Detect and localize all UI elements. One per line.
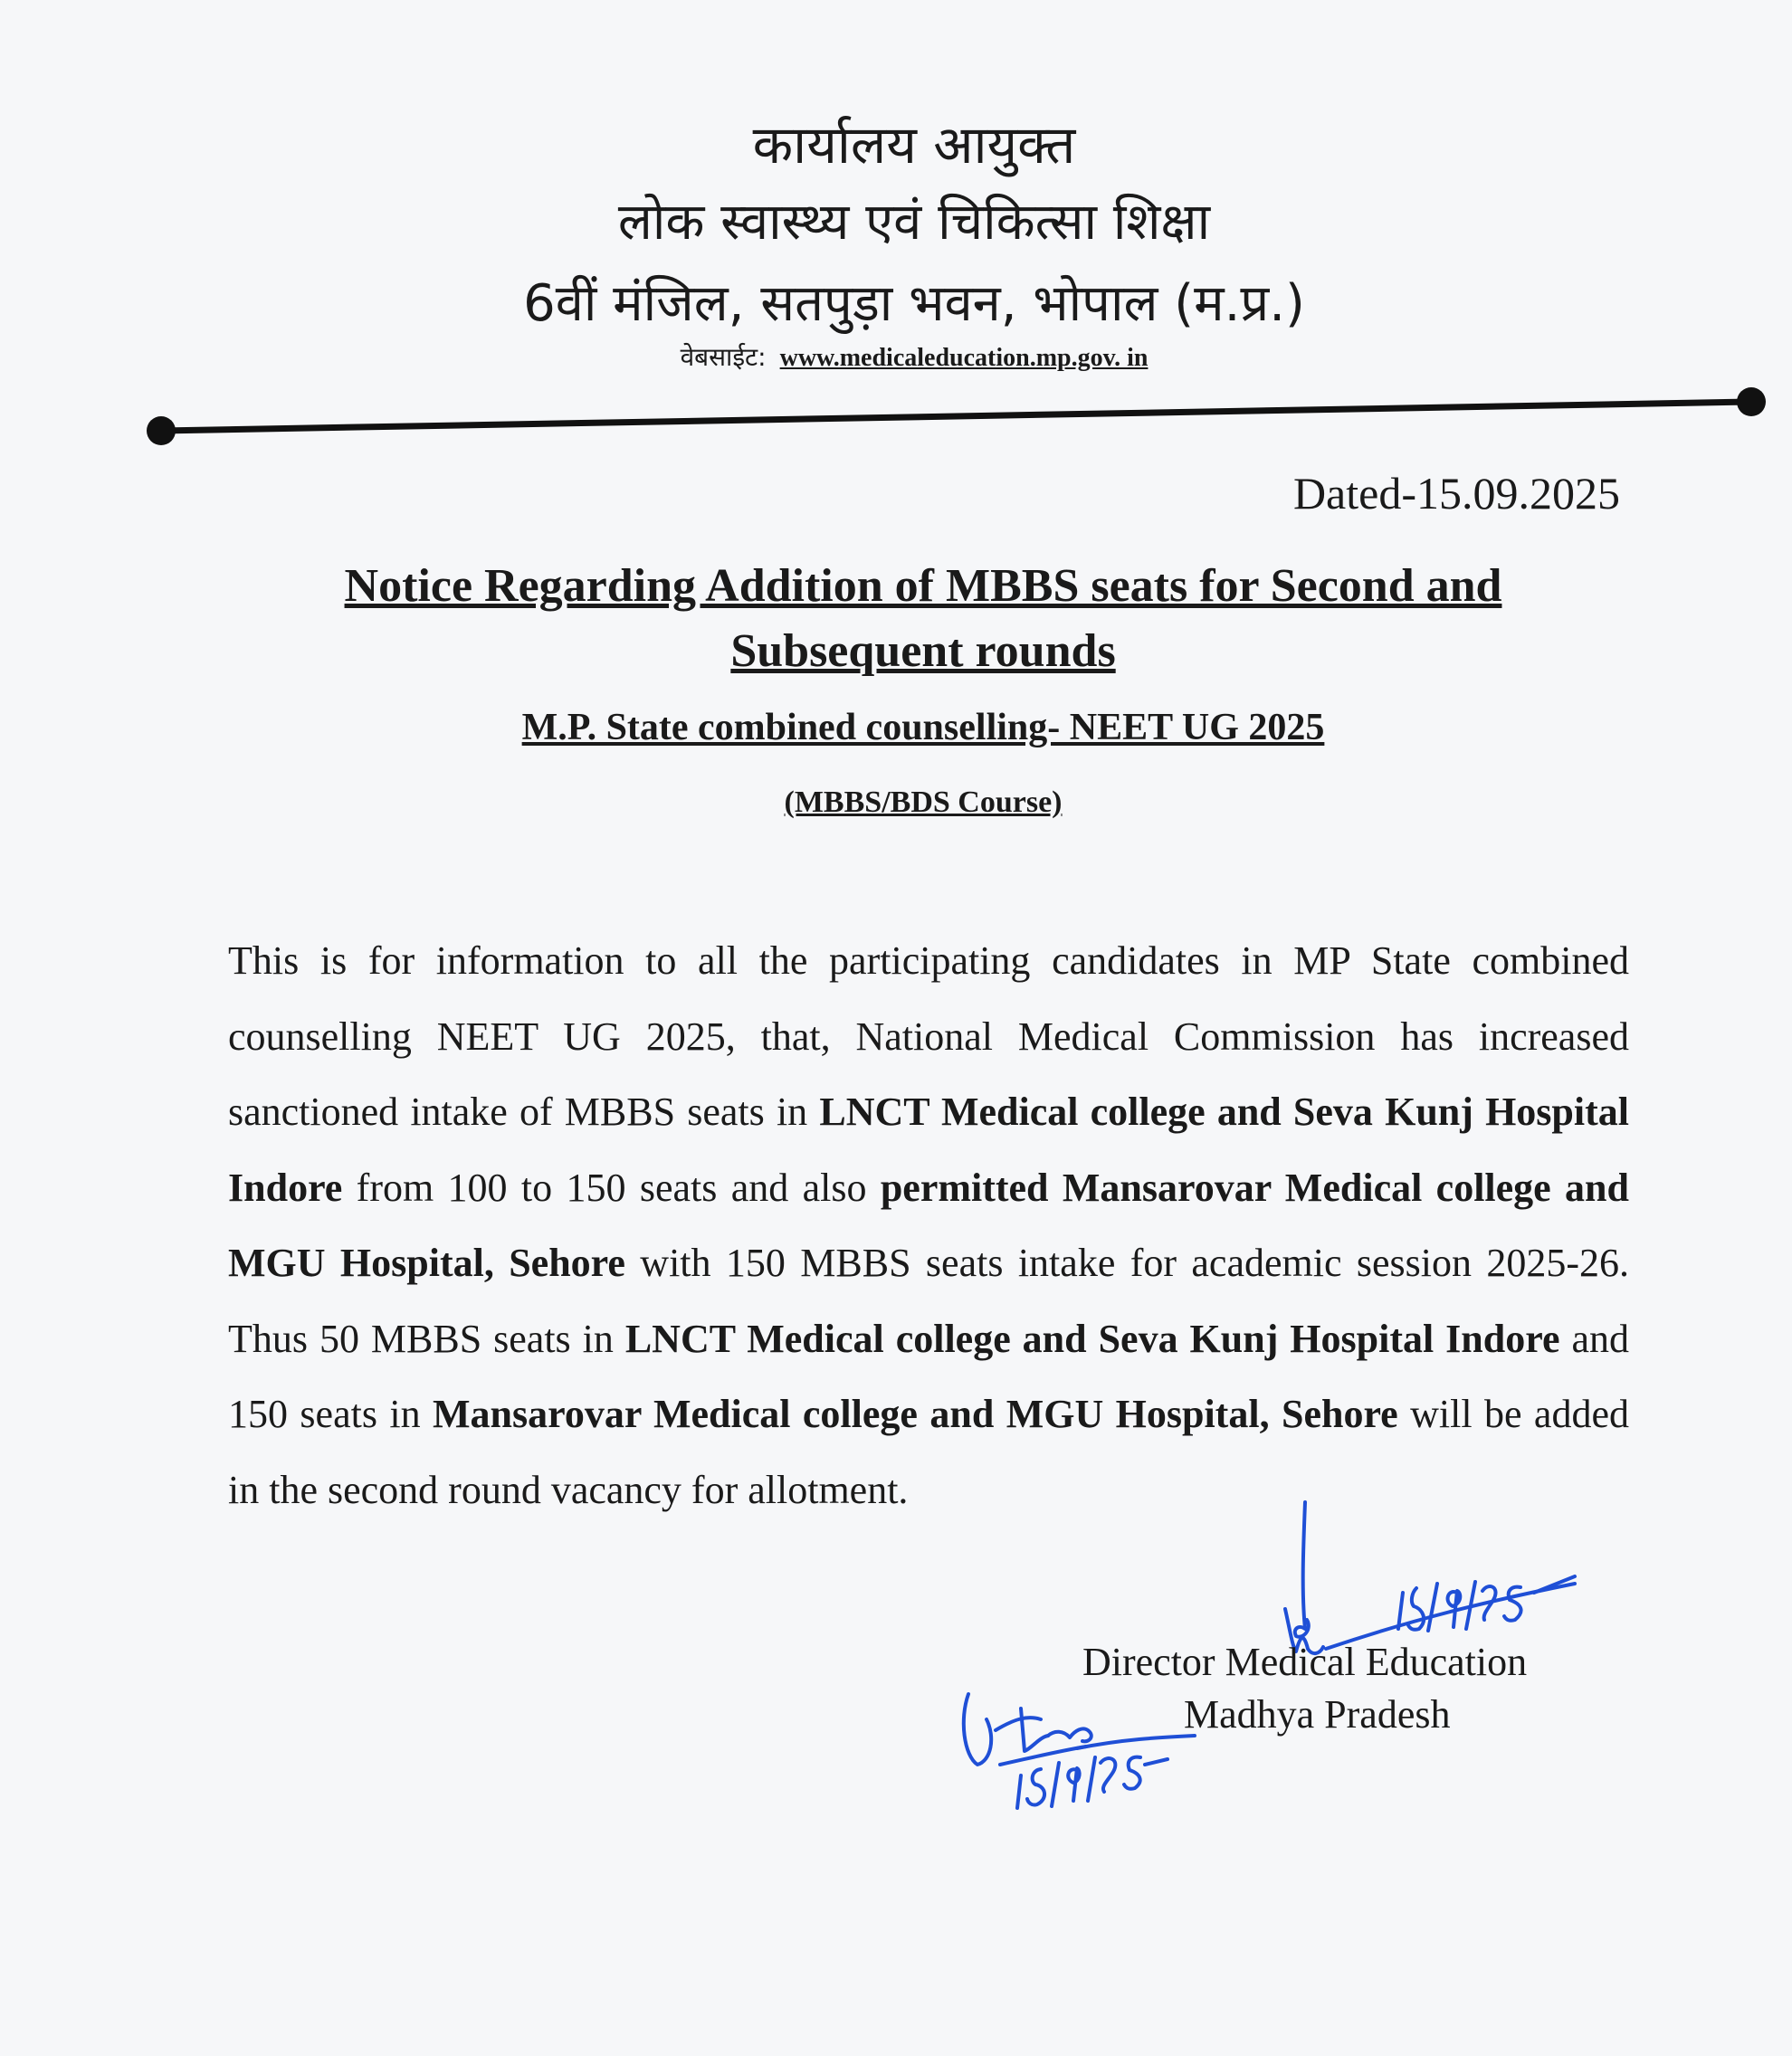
signatory-title: Director Medical Education (1082, 1640, 1528, 1684)
signature-stroke-3 (964, 1694, 991, 1765)
date2-digit (1068, 1768, 1079, 1801)
signature-stroke-1 (1295, 1502, 1309, 1637)
date2-slash (1088, 1757, 1095, 1801)
body-bold-2: permitted Mansarovar Medical college and MGU Hospital, Sehore (228, 1165, 1629, 1285)
body-bold-4: Mansarovar Medical college and MGU Hospital, Sehore (432, 1392, 1398, 1436)
website-label: वेबसाईट: (680, 342, 767, 372)
notice-body (228, 923, 1629, 1528)
website-link[interactable]: www.medicaleducation.mp.gov. in (779, 344, 1149, 372)
body-bold-3: LNCT Medical college and Seva Kunj Hospital Indore (624, 1316, 1560, 1361)
date2-digit (1017, 1775, 1021, 1808)
date2-slash (1052, 1763, 1059, 1806)
signature-stroke-4 (996, 1709, 1048, 1751)
date2-digit (1124, 1757, 1140, 1789)
signatory-state: Madhya Pradesh (1184, 1692, 1451, 1737)
department-name: लोक स्वास्थ्य एवं चिकित्सा शिक्षा (617, 193, 1211, 252)
body-text-4: and 150 seats in (228, 1316, 1629, 1436)
divider-left-dot (147, 416, 176, 445)
date2-rule (1000, 1747, 1086, 1765)
signatory-block (1082, 1636, 1527, 1741)
body-text-3: with 150 MBBS seats intake for academic session 2025-26. Thus 50 MBBS seats in (228, 1241, 1630, 1361)
body-text-5: will be added in the second round vacancy for allotment. (228, 1392, 1629, 1512)
date2-digit (1027, 1769, 1044, 1805)
divider-right-dot (1737, 387, 1766, 416)
divider-line (161, 402, 1751, 431)
notice-date: Dated-15.09.2025 (1292, 468, 1620, 519)
body-bold-1: LNCT Medical college and Seva Kunj Hospital Indore (228, 1090, 1629, 1210)
date2-digit (1101, 1758, 1115, 1792)
letterhead-divider (0, 362, 1792, 452)
office-address: 6वीं मंजिल, सतपुड़ा भवन, भोपाल (म.प्र.) (523, 274, 1305, 333)
date1-slash (1428, 1584, 1437, 1631)
notice-subtitle: M.P. State combined counselling- NEET UG 2025 (521, 707, 1325, 748)
notice-title: Notice Regarding Addition of MBBS seats for Second and Subsequent rounds (344, 560, 1502, 677)
date2-tail (1145, 1759, 1168, 1765)
body-text-2: from 100 to 150 seats and also (342, 1165, 881, 1210)
office-title: कार्यालय आयुक्त (752, 114, 1076, 176)
date1-digit (1504, 1587, 1521, 1621)
course-label: (MBBS/BDS Course) (784, 785, 1063, 819)
body-text-1: This is for information to all the participating candidates in MP State combined counselling NEET UG 2025, that, National Medical Commission has increased sanctioned intake of MBBS seats in (228, 938, 1629, 1134)
